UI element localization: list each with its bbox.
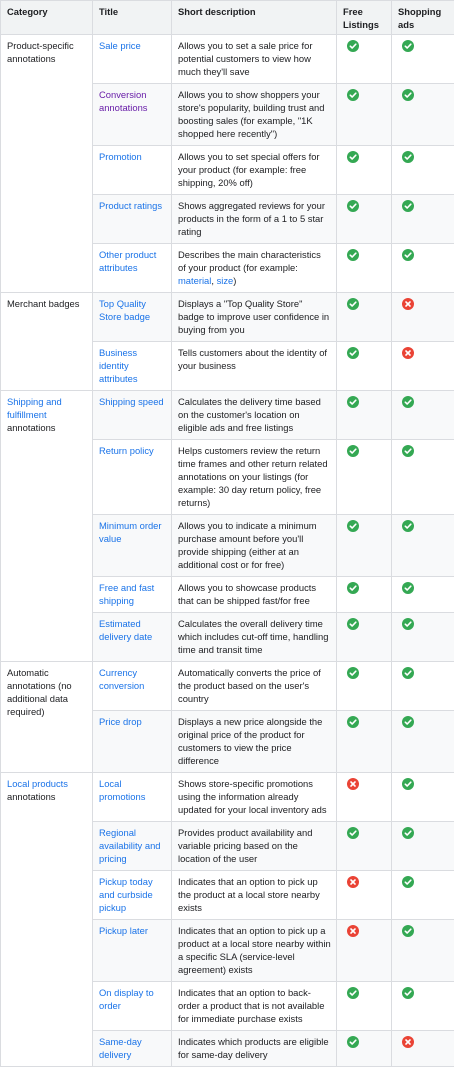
- category-text: annotations: [7, 791, 55, 802]
- check-circle-icon: [402, 151, 414, 163]
- description-cell: [172, 822, 337, 871]
- shopping-ads-cell: [392, 146, 454, 195]
- description-text: Indicates which products are eligible for same-day delivery: [178, 1036, 329, 1060]
- shopping-ads-cell: [392, 662, 454, 711]
- check-circle-icon: [402, 618, 414, 630]
- description-text: Displays a new price alongside the original price of the product for customers to view the price difference: [178, 716, 322, 766]
- check-circle-icon: [347, 298, 359, 310]
- header-description: Short description: [172, 1, 337, 35]
- check-circle-icon: [347, 396, 359, 408]
- title-cell: [93, 613, 172, 662]
- description-cell: [172, 613, 337, 662]
- free-listings-cell: [337, 35, 392, 84]
- shopping-ads-cell: [392, 244, 454, 293]
- description-separator: ,: [211, 275, 216, 286]
- check-circle-icon: [347, 200, 359, 212]
- description-text: Automatically converts the price of the product based on the user's country: [178, 667, 321, 704]
- description-text: Allows you to show shoppers your store's popularity, building trust and boosting sales (for example, "1K shopped here recently"): [178, 89, 325, 139]
- check-circle-icon: [402, 925, 414, 937]
- free-listings-cell: [337, 293, 392, 342]
- shopping-ads-cell: [392, 342, 454, 391]
- description-text: Shows aggregated reviews for your products in the form of a 1 to 5 star rating: [178, 200, 325, 237]
- annotation-title-link[interactable]: Pickup later: [99, 925, 148, 936]
- check-circle-icon: [402, 827, 414, 839]
- shopping-ads-cell: [392, 515, 454, 577]
- shopping-ads-cell: [392, 871, 454, 920]
- check-circle-icon: [347, 667, 359, 679]
- description-cell: [172, 84, 337, 146]
- description-text: Calculates the overall delivery time which includes cut-off time, handling time and transit time: [178, 618, 328, 655]
- annotation-title-link[interactable]: Estimated delivery date: [99, 618, 152, 642]
- description-text: Provides product availability and variable pricing based on the location of the user: [178, 827, 312, 864]
- x-circle-icon: [347, 876, 359, 888]
- x-circle-icon: [402, 298, 414, 310]
- title-cell: [93, 662, 172, 711]
- check-circle-icon: [402, 40, 414, 52]
- title-cell: [93, 982, 172, 1031]
- category-link[interactable]: Shipping and fulfillment: [7, 396, 62, 420]
- check-circle-icon: [347, 582, 359, 594]
- free-listings-cell: [337, 84, 392, 146]
- title-cell: [93, 773, 172, 822]
- annotation-title-link[interactable]: Other product attributes: [99, 249, 156, 273]
- check-circle-icon: [402, 876, 414, 888]
- annotation-title-link[interactable]: Pickup today and curbside pickup: [99, 876, 153, 913]
- table-row: [1, 773, 454, 822]
- description-text: Describes the main characteristics of your product (for example:: [178, 249, 321, 273]
- table-row: [1, 391, 454, 440]
- shopping-ads-cell: [392, 1031, 454, 1067]
- check-circle-icon: [402, 520, 414, 532]
- free-listings-cell: [337, 1031, 392, 1067]
- title-cell: [93, 920, 172, 982]
- free-listings-cell: [337, 391, 392, 440]
- shopping-ads-cell: [392, 822, 454, 871]
- annotation-title-link[interactable]: Return policy: [99, 445, 154, 456]
- description-text: Calculates the delivery time based on the customer's location on eligible ads and free listings: [178, 396, 321, 433]
- shopping-ads-cell: [392, 711, 454, 773]
- annotation-title-link[interactable]: Local promotions: [99, 778, 145, 802]
- description-text: Allows you to indicate a minimum purchase amount before you'll provide shipping (either at an additional cost or for free): [178, 520, 317, 570]
- title-cell: [93, 244, 172, 293]
- description-cell: [172, 342, 337, 391]
- check-circle-icon: [402, 445, 414, 457]
- shopping-ads-cell: [392, 613, 454, 662]
- annotation-title-link[interactable]: Business identity attributes: [99, 347, 138, 384]
- shopping-ads-cell: [392, 293, 454, 342]
- header-title: Title: [93, 1, 172, 35]
- description-text: Helps customers review the return time frames and other return related annotations on your listings (for example: 30 day return policy, free returns): [178, 445, 328, 508]
- annotation-title-link[interactable]: Promotion: [99, 151, 142, 162]
- table-row: [1, 35, 454, 84]
- title-cell: [93, 822, 172, 871]
- description-cell: [172, 662, 337, 711]
- free-listings-cell: [337, 515, 392, 577]
- annotation-title-link[interactable]: On display to order: [99, 987, 154, 1011]
- annotation-title-link[interactable]: Regional availability and pricing: [99, 827, 161, 864]
- category-cell: Product-specific annotations: [1, 35, 93, 293]
- category-text: annotations: [7, 422, 55, 433]
- check-circle-icon: [402, 200, 414, 212]
- shopping-ads-cell: [392, 440, 454, 515]
- check-circle-icon: [347, 347, 359, 359]
- header-free-listings: Free Listings: [337, 1, 392, 35]
- free-listings-cell: [337, 982, 392, 1031]
- category-link[interactable]: Local products: [7, 778, 68, 789]
- free-listings-cell: [337, 440, 392, 515]
- header-category: Category: [1, 1, 93, 35]
- table-row: [1, 293, 454, 342]
- check-circle-icon: [347, 827, 359, 839]
- check-circle-icon: [347, 40, 359, 52]
- description-cell: [172, 1031, 337, 1067]
- table-body: [1, 35, 454, 1067]
- check-circle-icon: [402, 778, 414, 790]
- description-text: Allows you to set a sale price for potential customers to view how much they'll save: [178, 40, 312, 77]
- annotation-title-link[interactable]: Top Quality Store badge: [99, 298, 150, 322]
- check-circle-icon: [402, 89, 414, 101]
- description-cell: [172, 146, 337, 195]
- description-text-end: ): [233, 275, 236, 286]
- check-circle-icon: [402, 582, 414, 594]
- check-circle-icon: [347, 716, 359, 728]
- check-circle-icon: [347, 987, 359, 999]
- check-circle-icon: [347, 89, 359, 101]
- category-cell: [1, 391, 93, 662]
- description-link-size[interactable]: size: [217, 275, 234, 286]
- annotation-title-link[interactable]: Conversion annotations: [99, 89, 147, 113]
- free-listings-cell: [337, 146, 392, 195]
- annotation-title-link[interactable]: Currency conversion: [99, 667, 144, 691]
- description-cell: [172, 391, 337, 440]
- x-circle-icon: [347, 778, 359, 790]
- annotation-title-link[interactable]: Free and fast shipping: [99, 582, 154, 606]
- annotation-title-link[interactable]: Product ratings: [99, 200, 162, 211]
- description-cell: [172, 577, 337, 613]
- shopping-ads-cell: [392, 195, 454, 244]
- annotation-title-link[interactable]: Sale price: [99, 40, 141, 51]
- title-cell: [93, 871, 172, 920]
- free-listings-cell: [337, 342, 392, 391]
- title-cell: [93, 440, 172, 515]
- description-text: Indicates that an option to pick up the product at a local store nearby exists: [178, 876, 320, 913]
- title-cell: [93, 577, 172, 613]
- check-circle-icon: [402, 249, 414, 261]
- annotation-title-link[interactable]: Shipping speed: [99, 396, 164, 407]
- check-circle-icon: [347, 445, 359, 457]
- title-cell: [93, 293, 172, 342]
- check-circle-icon: [402, 716, 414, 728]
- title-cell: [93, 146, 172, 195]
- free-listings-cell: [337, 662, 392, 711]
- annotation-title-link[interactable]: Minimum order value: [99, 520, 162, 544]
- description-cell: [172, 711, 337, 773]
- free-listings-cell: [337, 613, 392, 662]
- free-listings-cell: [337, 244, 392, 293]
- free-listings-cell: [337, 195, 392, 244]
- annotation-title-link[interactable]: Same-day delivery: [99, 1036, 142, 1060]
- free-listings-cell: [337, 920, 392, 982]
- shopping-ads-cell: [392, 920, 454, 982]
- description-cell: [172, 920, 337, 982]
- table-row: [1, 662, 454, 711]
- description-cell: [172, 982, 337, 1031]
- description-cell: [172, 515, 337, 577]
- description-text: Indicates that an option to pick up a product at a local store nearby within a specific SLA (service-level agreement) exists: [178, 925, 331, 975]
- category-cell: Merchant badges: [1, 293, 93, 391]
- description-text: Shows store-specific promotions using the information already updated for your local inventory ads: [178, 778, 327, 815]
- annotation-title-link[interactable]: Price drop: [99, 716, 142, 727]
- description-cell: [172, 293, 337, 342]
- title-cell: [93, 84, 172, 146]
- free-listings-cell: [337, 711, 392, 773]
- category-cell: [1, 773, 93, 1067]
- x-circle-icon: [402, 347, 414, 359]
- free-listings-cell: [337, 871, 392, 920]
- free-listings-cell: [337, 577, 392, 613]
- shopping-ads-cell: [392, 35, 454, 84]
- title-cell: [93, 391, 172, 440]
- description-text: Indicates that an option to back-order a product that is not available for immediate purchase exists: [178, 987, 324, 1024]
- header-shopping-ads: Shopping ads: [392, 1, 454, 35]
- check-circle-icon: [402, 667, 414, 679]
- description-text: Allows you to set special offers for your product (for example: free shipping, 20% off): [178, 151, 320, 188]
- check-circle-icon: [347, 1036, 359, 1048]
- title-cell: [93, 342, 172, 391]
- description-text: Displays a "Top Quality Store" badge to improve user confidence in buying from you: [178, 298, 329, 335]
- shopping-ads-cell: [392, 982, 454, 1031]
- check-circle-icon: [402, 396, 414, 408]
- x-circle-icon: [347, 925, 359, 937]
- title-cell: [93, 195, 172, 244]
- shopping-ads-cell: [392, 391, 454, 440]
- description-link-material[interactable]: material: [178, 275, 211, 286]
- check-circle-icon: [347, 151, 359, 163]
- title-cell: [93, 1031, 172, 1067]
- description-cell: [172, 871, 337, 920]
- x-circle-icon: [402, 1036, 414, 1048]
- description-cell: [172, 195, 337, 244]
- description-text: Allows you to showcase products that can be shipped fast/for free: [178, 582, 316, 606]
- description-cell: [172, 440, 337, 515]
- title-cell: [93, 35, 172, 84]
- shopping-ads-cell: [392, 577, 454, 613]
- shopping-ads-cell: [392, 773, 454, 822]
- shopping-ads-cell: [392, 84, 454, 146]
- description-text: Tells customers about the identity of your business: [178, 347, 327, 371]
- free-listings-cell: [337, 773, 392, 822]
- title-cell: [93, 515, 172, 577]
- table-header-row: [1, 1, 454, 35]
- title-cell: [93, 711, 172, 773]
- description-cell: [172, 35, 337, 84]
- description-cell: [172, 244, 337, 293]
- category-cell: Automatic annotations (no additional data required): [1, 662, 93, 773]
- free-listings-cell: [337, 822, 392, 871]
- description-cell: [172, 773, 337, 822]
- check-circle-icon: [402, 987, 414, 999]
- check-circle-icon: [347, 520, 359, 532]
- check-circle-icon: [347, 618, 359, 630]
- check-circle-icon: [347, 249, 359, 261]
